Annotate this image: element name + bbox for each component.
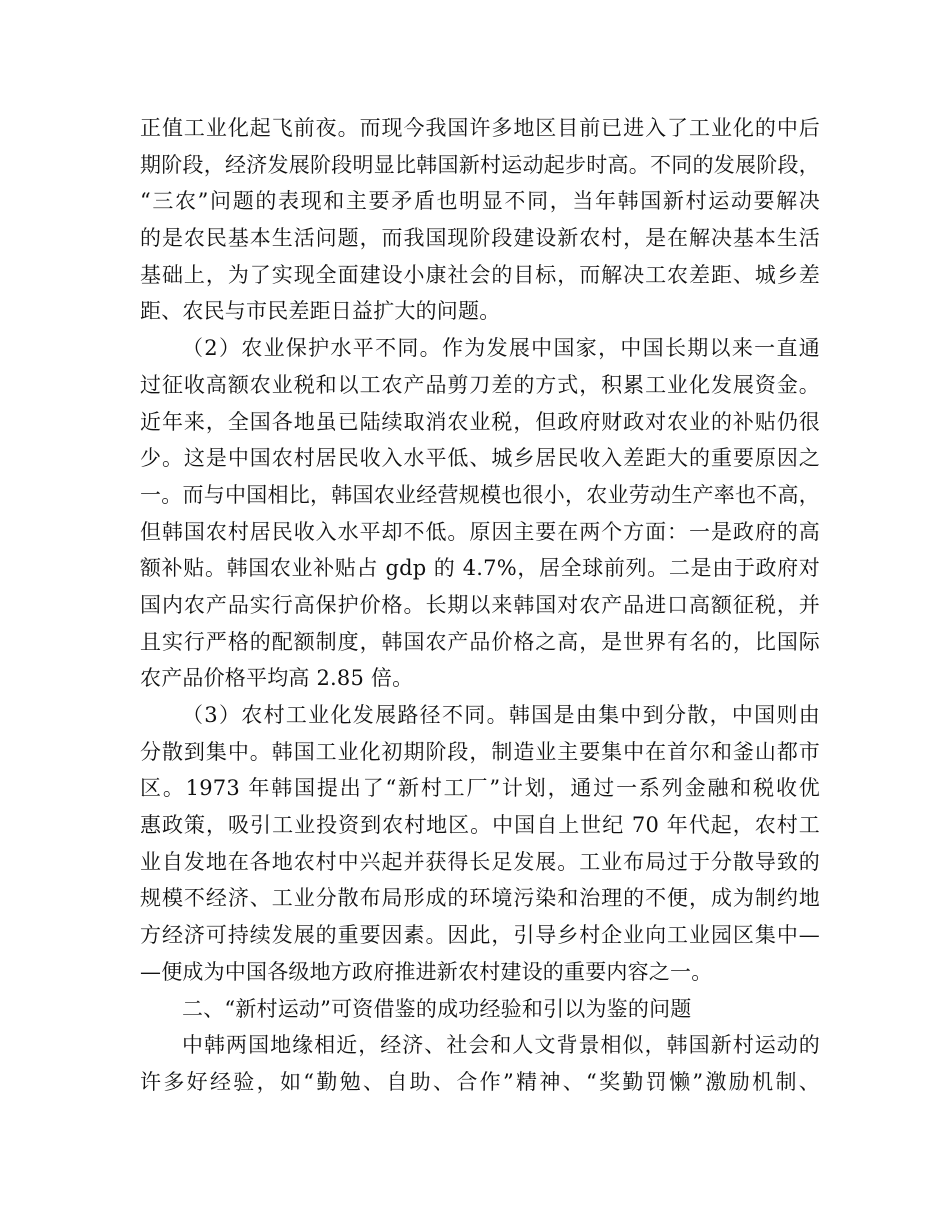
text-line: 距、农民与市民差距日益扩大的问题。: [140, 299, 501, 324]
text-line: 分散到集中。韩国工业化初期阶段，制造业主要集中在首尔和釜山都市: [140, 739, 820, 764]
text-line: 许多好经验，如“勤勉、自助、合作”精神、“奖勤罚懒”激励机制、: [140, 1069, 820, 1094]
text-line: 期阶段，经济发展阶段明显比韩国新村运动起步时高。不同的发展阶段，: [140, 152, 820, 177]
document-body: [140, 110, 820, 1101]
text-line: 过征收高额农业税和以工农产品剪刀差的方式，积累工业化发展资金。: [140, 372, 820, 397]
text-line: 规模不经济、工业分散布局形成的环境污染和治理的不便，成为制约地: [140, 886, 820, 911]
text-line: 但韩国农村居民收入水平却不低。原因主要在两个方面：一是政府的高: [140, 519, 820, 544]
text-line: —便成为中国各级地方政府推进新农村建设的重要内容之一。: [140, 959, 713, 984]
text-line: 一。而与中国相比，韩国农业经营规模也很小，农业劳动生产率也不高，: [140, 482, 820, 507]
text-line: 业自发地在各地农村中兴起并获得长足发展。工业布局过于分散导致的: [140, 849, 820, 874]
text-line: 方经济可持续发展的重要因素。因此，引导乡村企业向工业园区集中—: [140, 923, 820, 948]
text-line: “三农”问题的表现和主要矛盾也明显不同，当年韩国新村运动要解决: [140, 189, 820, 214]
text-line: 国内农产品实行高保护价格。长期以来韩国对农产品进口高额征税，并: [140, 592, 820, 617]
text-line: 正值工业化起飞前夜。而现今我国许多地区目前已进入了工业化的中后: [140, 116, 820, 140]
text-line: 少。这是中国农村居民收入水平低、城乡居民收入差距大的重要原因之: [140, 446, 820, 471]
text-line: 近年来，全国各地虽已陆续取消农业税，但政府财政对农业的补贴仍很: [140, 409, 820, 434]
text-line: 且实行严格的配额制度，韩国农产品价格之高，是世界有名的，比国际: [140, 629, 820, 654]
text-line: （3）农村工业化发展路径不同。韩国是由集中到分散，中国则由: [182, 703, 820, 727]
text-line: 惠政策，吸引工业投资到农村地区。中国自上世纪 70 年代起，农村工: [140, 813, 820, 838]
text-line: 农产品价格平均高 2.85 倍。: [140, 666, 414, 691]
text-line: （2）农业保护水平不同。作为发展中国家，中国长期以来一直通: [182, 336, 820, 361]
text-line: 二、“新村运动”可资借鉴的成功经验和引以为鉴的问题: [182, 996, 692, 1021]
text-line: 基础上，为了实现全面建设小康社会的目标，而解决工农差距、城乡差: [140, 262, 820, 287]
text-line: 的是农民基本生活问题，而我国现阶段建设新农村，是在解决基本生活: [140, 226, 820, 251]
text-line: 中韩两国地缘相近，经济、社会和人文背景相似，韩国新村运动的: [182, 1033, 820, 1058]
text-line: 区。1973 年韩国提出了“新村工厂”计划，通过一系列金融和税收优: [140, 776, 820, 801]
text-line: 额补贴。韩国农业补贴占 gdp 的 4.7%，居全球前列。二是由于政府对: [140, 556, 820, 581]
